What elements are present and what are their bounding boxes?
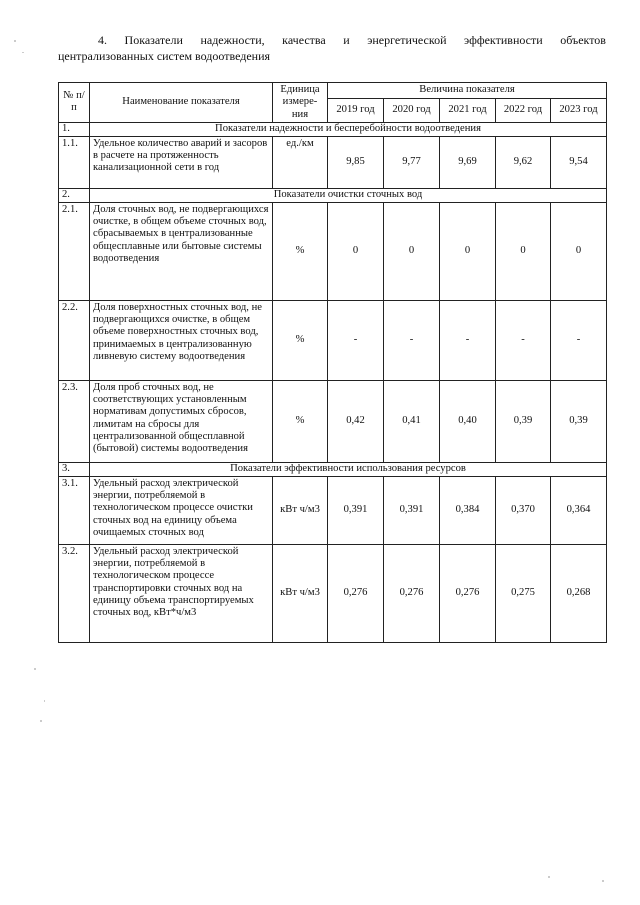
row-num: 2.3. [59, 380, 90, 462]
indicator-name: Удельный расход электрической энергии, потребляемой в технологическом процессе транспортировки сточных вод на единицу объема транспортируемых сточных вод, кВт*ч/м3 [90, 544, 273, 642]
value-cell: 0,268 [551, 544, 607, 642]
section-row [59, 122, 607, 136]
header-num: № п/п [59, 83, 90, 123]
value-cell: 9,69 [440, 136, 496, 188]
header-year: 2022 год [496, 98, 551, 122]
heading-word: эффективности [464, 33, 543, 47]
row-num: 3. [59, 462, 90, 476]
heading-word: и [343, 33, 350, 47]
section-title: Показатели эффективности использования ресурсов [90, 462, 607, 476]
row-num: 1.1. [59, 136, 90, 188]
indicator-name: Удельный расход электрической энергии, потребляемой в технологическом процессе очистки сточных вод на единицу объема очищаемых сточных вод [90, 476, 273, 544]
scan-speck [602, 880, 604, 882]
indicator-unit: ед./км [273, 136, 328, 188]
scan-speck [14, 40, 16, 42]
value-cell: 0 [440, 202, 496, 300]
header-year: 2020 год [384, 98, 440, 122]
row-num: 2.1. [59, 202, 90, 300]
value-cell: 9,85 [328, 136, 384, 188]
value-cell: 0,384 [440, 476, 496, 544]
section-title: Показатели надежности и бесперебойности водоотведения [90, 122, 607, 136]
heading-word: Показатели [124, 33, 183, 47]
heading-line-2: централизованных систем водоотведения [58, 49, 271, 63]
value-cell: 9,54 [551, 136, 607, 188]
scan-speck [40, 720, 42, 722]
value-cell: 0,39 [551, 380, 607, 462]
indicator-unit: % [273, 202, 328, 300]
indicator-unit: % [273, 380, 328, 462]
indicator-name: Удельное количество аварий и засоров в расчете на протяженность канализационной сети в год [90, 136, 273, 188]
value-cell: 0,276 [328, 544, 384, 642]
scan-speck [548, 876, 550, 878]
value-cell: - [328, 300, 384, 380]
header-unit: Единица измере-ния [273, 83, 328, 123]
value-cell: 0 [328, 202, 384, 300]
value-cell: - [440, 300, 496, 380]
value-cell: 0,364 [551, 476, 607, 544]
table-row [59, 300, 607, 380]
indicator-name: Доля сточных вод, не подвергающихся очистке, в общем объеме сточных вод, сбрасываемых в централизованные общесплавные или бытовые системы водоотведения [90, 202, 273, 300]
table-row [59, 202, 607, 300]
value-cell: 0 [384, 202, 440, 300]
value-cell: 0,39 [496, 380, 551, 462]
heading-word: объектов [560, 33, 606, 47]
value-cell: - [496, 300, 551, 380]
section-row [59, 188, 607, 202]
table-row [59, 136, 607, 188]
heading-line-1 [58, 32, 606, 48]
header-year: 2019 год [328, 98, 384, 122]
indicator-unit: кВт ч/м3 [273, 476, 328, 544]
indicator-unit: кВт ч/м3 [273, 544, 328, 642]
heading-word: надежности, [200, 33, 265, 47]
heading-word: качества [282, 33, 326, 47]
value-cell: 0,42 [328, 380, 384, 462]
indicators-table [58, 82, 607, 643]
value-cell: 0,41 [384, 380, 440, 462]
value-cell: 0 [551, 202, 607, 300]
document-heading [58, 32, 606, 64]
value-cell: 0,276 [384, 544, 440, 642]
indicator-unit: % [273, 300, 328, 380]
header-year: 2023 год [551, 98, 607, 122]
row-num: 3.2. [59, 544, 90, 642]
scan-speck [34, 668, 36, 670]
table-row [59, 476, 607, 544]
header-value-group: Величина показателя [328, 83, 607, 99]
row-num: 1. [59, 122, 90, 136]
value-cell: 0,276 [440, 544, 496, 642]
value-cell: 0 [496, 202, 551, 300]
section-title: Показатели очистки сточных вод [90, 188, 607, 202]
table-row [59, 544, 607, 642]
indicator-name: Доля поверхностных сточных вод, не подвергающихся очистке, в общем объеме поверхностных сточных вод, принимаемых в централизованную ливневую систему водоотведения [90, 300, 273, 380]
value-cell: 9,77 [384, 136, 440, 188]
row-num: 3.1. [59, 476, 90, 544]
value-cell: 0,275 [496, 544, 551, 642]
heading-word: 4. [98, 33, 107, 47]
value-cell: 0,391 [328, 476, 384, 544]
value-cell: - [551, 300, 607, 380]
scan-speck [22, 52, 24, 53]
value-cell: 9,62 [496, 136, 551, 188]
table-row [59, 380, 607, 462]
heading-word: энергетической [367, 33, 447, 47]
value-cell: - [384, 300, 440, 380]
row-num: 2. [59, 188, 90, 202]
value-cell: 0,370 [496, 476, 551, 544]
section-row [59, 462, 607, 476]
header-name: Наименование показателя [90, 83, 273, 123]
scan-speck [44, 700, 45, 702]
row-num: 2.2. [59, 300, 90, 380]
indicator-name: Доля проб сточных вод, не соответствующих установленным нормативам допустимых сбросов, лимитам на сбросы для централизованной общесплавной (бытовой) системы водоотведения [90, 380, 273, 462]
value-cell: 0,40 [440, 380, 496, 462]
header-year: 2021 год [440, 98, 496, 122]
value-cell: 0,391 [384, 476, 440, 544]
